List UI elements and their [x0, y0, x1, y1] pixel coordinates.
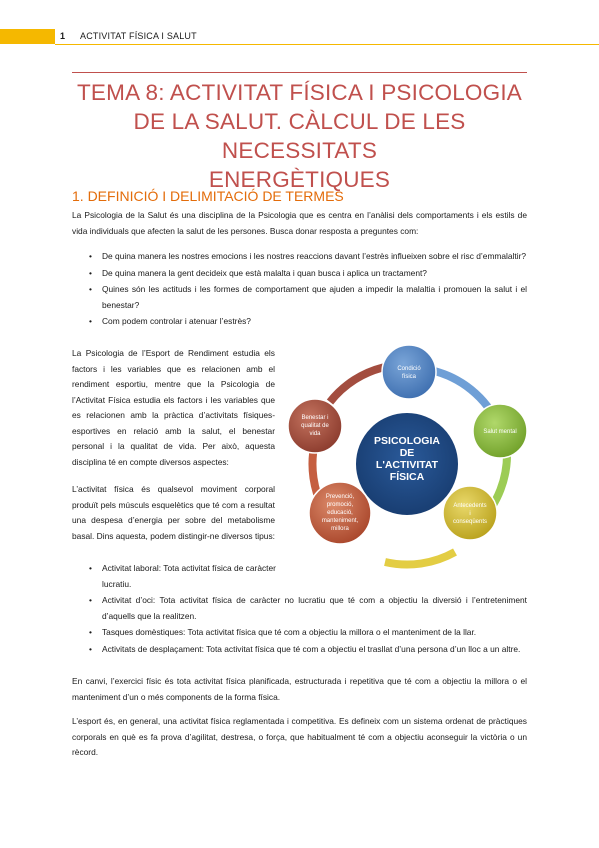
psychology-diagram	[285, 342, 530, 587]
list-item	[72, 249, 527, 265]
title-line-2: DE LA SALUT. CÀLCUL DE LES NECESSITATS	[133, 109, 466, 163]
center-label-line: L'ACTIVITAT	[375, 459, 439, 471]
node-label-line: vida	[309, 431, 321, 437]
sport-psychology-paragraph: La Psicologia de l’Esport de Rendiment estudia els factors i les variables que es relacionen amb el rendiment esportiu, mentre que la Psicologia de l’Activitat Física estudia els factors i les variables que es relacionen amb la pràctica d’activitats físiques-esportives en relació amb la salut, el benestar personal i la qualitat de vida. Per això, aquesta disciplina té en compte diversos aspectes:	[72, 348, 275, 467]
bullet-icon: •	[89, 251, 92, 261]
question-text: De quina manera les nostres emocions i les nostres reaccions davant l’estrès influeixen sobre el risc d’emmalaltir?	[102, 251, 527, 261]
list-item	[72, 561, 287, 592]
ring-arc	[385, 552, 455, 565]
question-text: Quines són les actituds i les formes de comportament que ajuden a impedir la malaltia i promouen la salut i el benestar?	[102, 284, 527, 310]
center-label-line: FÍSICA	[389, 471, 425, 483]
node-physical-condition	[382, 345, 436, 399]
section-heading: 1. DEFINICIÓ I DELIMITACIÓ DE TERMES	[72, 188, 344, 204]
header-rule	[55, 44, 599, 45]
activity-types-list-b	[72, 593, 527, 658]
activity-type-text: Activitat laboral: Tota activitat física de caràcter lucratiu.	[102, 563, 276, 589]
activity-type-text: Tasques domèstiques: Tota activitat física que té com a objectiu la millora o el manteniment de la llar.	[102, 627, 477, 637]
list-item	[72, 282, 527, 313]
intro-paragraph: La Psicologia de la Salut és una disciplina de la Psicologia que es centra en l’anàlisi dels comportaments i els estils de vida individuals que afecten la salut de les persones. Busca donar resposta a preguntes com:	[72, 210, 527, 236]
exercise-definition: En canvi, l’exercici físic és tota activitat física planificada, estructurada i repetitiva que té com a objectiu la millora o el manteniment d’un o més components de la forma física.	[72, 676, 527, 702]
title-line-3: ENERGÈTIQUES	[208, 167, 391, 192]
center-label-line: PSICOLOGIA	[374, 435, 440, 447]
node-label-line: Benestar i	[301, 415, 329, 421]
node-label-line: millora	[331, 526, 349, 532]
bullet-icon: •	[89, 284, 92, 294]
node-label-line: conseqüents	[452, 519, 488, 525]
bullet-icon: •	[89, 643, 92, 654]
bullet-icon: •	[89, 595, 92, 605]
page-title	[72, 78, 527, 194]
list-item	[72, 593, 527, 624]
node-label-line: educació,	[327, 510, 353, 516]
bullet-icon: •	[89, 563, 92, 573]
physical-activity-definition: L’activitat física és qualsevol moviment corporal produït pels músculs esquelètics que té com a resultat una despesa d’energia per sobre del metabolisme basal. Dins aquesta, podem distingir-ne diversos tipus:	[72, 484, 275, 541]
list-item	[72, 625, 527, 641]
node-label-line: Antecedents	[453, 503, 487, 509]
activity-type-text: Activitat d’oci: Tota activitat física de caràcter no lucratiu que té com a objectiu la diversió i l’entreteniment d’aquells que la realitzen.	[102, 595, 527, 621]
list-item	[72, 314, 527, 330]
page-number: 1	[60, 31, 66, 41]
node-label-line: promoció,	[326, 502, 354, 508]
node-label-line: manteniment,	[321, 518, 359, 524]
node-label-line: Condició	[397, 366, 421, 372]
ring-arc	[330, 367, 385, 402]
node-label-line: Prevenció,	[325, 494, 355, 500]
sport-definition: L’esport és, en general, una activitat física reglamentada i competitiva. Es defineix com un sistema ordenat de pràctiques corporals en què es fa prova d’agilitat, destresa, o força, que habitualment té com a objectiu aconseguir la victòria o un rècord.	[72, 716, 527, 757]
node-label-line: qualitat de	[301, 423, 329, 429]
node-label-line: Salut mental	[483, 429, 517, 435]
question-text: De quina manera la gent decideix que està malalta i quan busca i aplica un tractament?	[102, 267, 427, 278]
activity-types-list-a	[72, 561, 287, 593]
running-title: ACTIVITAT FÍSICA I SALUT	[80, 31, 197, 41]
activity-type-text: Activitats de desplaçament: Tota activitat física que té com a objectiu el trasllat d’una persona d’un lloc a un altre.	[102, 643, 521, 654]
header-accent-bar	[0, 29, 55, 44]
node-label-line: física	[401, 374, 417, 380]
bullet-icon: •	[89, 267, 92, 278]
list-item	[72, 266, 527, 282]
list-item	[72, 642, 527, 658]
bullet-icon: •	[89, 627, 92, 637]
title-line-1: TEMA 8: ACTIVITAT FÍSICA I PSICOLOGIA	[76, 80, 522, 105]
title-rule	[72, 72, 527, 73]
questions-list	[72, 249, 527, 331]
node-label-line: i	[469, 511, 471, 517]
center-label-line: DE	[399, 447, 415, 459]
question-text: Com podem controlar i atenuar l’estrès?	[102, 316, 251, 326]
page-header	[0, 29, 599, 45]
bullet-icon: •	[89, 316, 92, 326]
